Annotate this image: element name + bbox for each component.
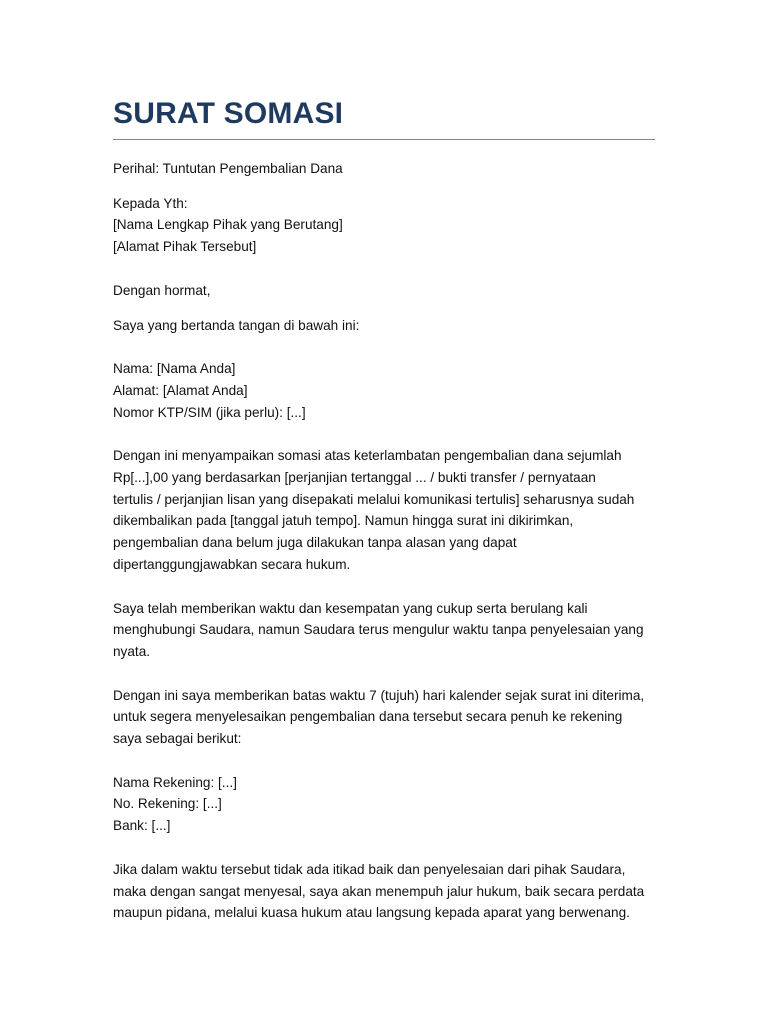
- bank-details-block: [113, 772, 655, 837]
- salutation-text: Dengan hormat,: [113, 282, 211, 298]
- paragraph-line: maka dengan sangat menyesal, saya akan menempuh jalur hukum, baik secara perdata: [113, 883, 645, 899]
- paragraph-line: saya sebagai berikut:: [113, 731, 242, 747]
- paragraph-deadline: [113, 685, 655, 750]
- paragraph-line: Jika dalam waktu tersebut tidak ada itikad baik dan penyelesaian dari pihak Saudara,: [113, 861, 626, 877]
- paragraph-line: Rp[...],00 yang berdasarkan [perjanjian tertanggal ... / bukti transfer / pernyataan: [113, 470, 596, 486]
- sender-block: [113, 358, 655, 423]
- intro-line: [113, 315, 655, 337]
- paragraph-line: tertulis / perjanjian lisan yang disepakati melalui komunikasi tertulis] seharusnya sudah: [113, 491, 635, 507]
- intro-text: Saya yang bertanda tangan di bawah ini:: [113, 317, 360, 333]
- salutation: [113, 280, 655, 302]
- paragraph-line: menghubungi Saudara, namun Saudara terus mengulur waktu tanpa penyelesaian yang: [113, 622, 644, 638]
- paragraph-legal-action: [113, 859, 655, 924]
- paragraph-line: dikembalikan pada [tanggal jatuh tempo]. Namun hingga surat ini dikirimkan,: [113, 513, 574, 529]
- sender-line: Nama: [Nama Anda]: [113, 361, 236, 377]
- paragraph-line: Dengan ini menyampaikan somasi atas keterlambatan pengembalian dana sejumlah: [113, 448, 622, 464]
- paragraph-line: Dengan ini saya memberikan batas waktu 7 (tujuh) hari kalender sejak surat ini diterima,: [113, 687, 645, 703]
- subject-line: [113, 158, 655, 180]
- paragraph-line: nyata.: [113, 643, 151, 659]
- sender-line: Nomor KTP/SIM (jika perlu): [...]: [113, 404, 306, 420]
- letter-title: SURAT SOMASI: [113, 97, 344, 130]
- bank-detail-line: No. Rekening: [...]: [113, 796, 222, 812]
- paragraph-line: untuk segera menyelesaikan pengembalian dana tersebut secara penuh ke rekening: [113, 709, 623, 725]
- bank-detail-line: Bank: [...]: [113, 818, 171, 834]
- addressee-line: Kepada Yth:: [113, 195, 188, 211]
- letter-page: [113, 92, 655, 924]
- paragraph-line: pengembalian dana belum juga dilakukan tanpa alasan yang dapat: [113, 535, 517, 551]
- paragraph-line: dipertanggungjawabkan secara hukum.: [113, 556, 351, 572]
- paragraph-line: maupun pidana, melalui kuasa hukum atau langsung kepada aparat yang berwenang.: [113, 905, 630, 921]
- addressee-line: [Nama Lengkap Pihak yang Berutang]: [113, 217, 343, 233]
- addressee-line: [Alamat Pihak Tersebut]: [113, 239, 257, 255]
- paragraph-line: Saya telah memberikan waktu dan kesempatan yang cukup serta berulang kali: [113, 600, 588, 616]
- sender-line: Alamat: [Alamat Anda]: [113, 382, 248, 398]
- bank-detail-line: Nama Rekening: [...]: [113, 774, 237, 790]
- paragraph-attempts: [113, 598, 655, 663]
- subject-text: Perihal: Tuntutan Pengembalian Dana: [113, 161, 343, 176]
- paragraph-somasi: [113, 445, 655, 575]
- addressee-block: [113, 193, 655, 258]
